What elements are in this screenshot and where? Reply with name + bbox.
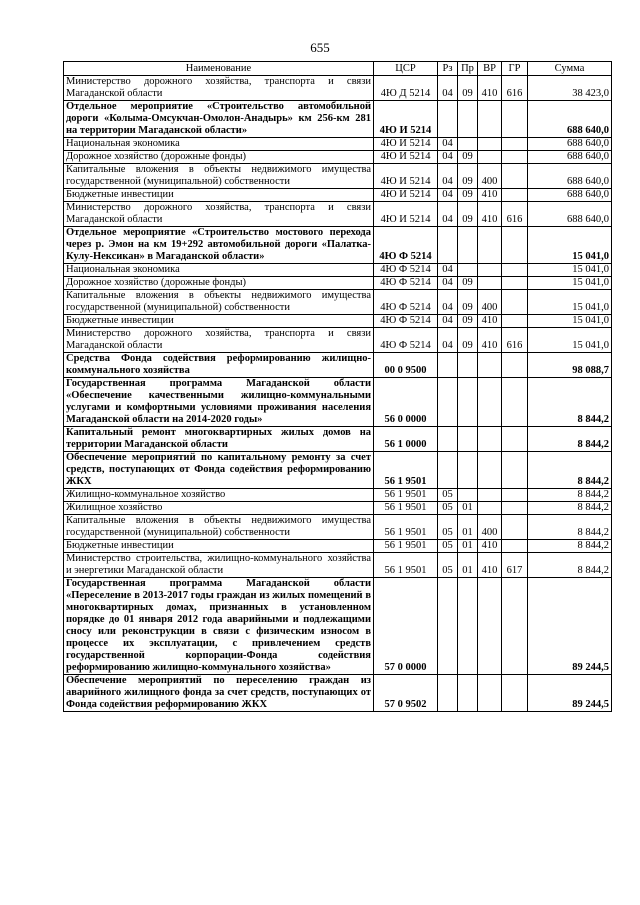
row-csr: 57 0 0000 bbox=[374, 578, 438, 675]
row-csr: 4Ю Д 5214 bbox=[374, 76, 438, 101]
row-pr: 01 bbox=[458, 515, 478, 540]
row-vr bbox=[478, 427, 502, 452]
table-row bbox=[64, 290, 612, 315]
table-row bbox=[64, 164, 612, 189]
row-sum: 8 844,2 bbox=[528, 515, 612, 540]
row-rz bbox=[438, 378, 458, 427]
row-name: Жилищно-коммунальное хозяйство bbox=[64, 489, 374, 502]
row-rz bbox=[438, 227, 458, 264]
row-name: Государственная программа Магаданской области «Переселение в 2013-2017 годы граждан из жилых помещений в многоквартирных домах, признанных в установленном порядке до 01 января 2012 года аварийными и подлежащими сносу или реконструкции в связи с физическим износом в процессе их эксплуатации, с привлечением средств государственной корпорации-Фонда содействия реформированию жилищно-коммунального хозяйства» bbox=[64, 578, 374, 675]
header-vr: ВР bbox=[478, 62, 502, 76]
row-pr bbox=[458, 452, 478, 489]
row-vr: 410 bbox=[478, 315, 502, 328]
row-rz: 04 bbox=[438, 290, 458, 315]
row-name: Обеспечение мероприятий по переселению граждан из аварийного жилищного фонда за счет средств, поступающих от Фонда содействия реформированию ЖКХ bbox=[64, 675, 374, 712]
row-gr: 616 bbox=[502, 328, 528, 353]
row-csr: 56 1 9501 bbox=[374, 515, 438, 540]
row-gr bbox=[502, 502, 528, 515]
row-csr: 56 1 9501 bbox=[374, 452, 438, 489]
row-rz: 05 bbox=[438, 502, 458, 515]
row-name: Государственная программа Магаданской области «Обеспечение качественными жилищно-коммунальными услугами и комфортными условиями проживания населения Магаданской области на 2014-2020 годы» bbox=[64, 378, 374, 427]
row-sum: 15 041,0 bbox=[528, 290, 612, 315]
row-csr: 57 0 9502 bbox=[374, 675, 438, 712]
row-gr bbox=[502, 264, 528, 277]
row-rz: 04 bbox=[438, 202, 458, 227]
header-csr: ЦСР bbox=[374, 62, 438, 76]
table-row bbox=[64, 578, 612, 675]
row-csr: 56 1 0000 bbox=[374, 427, 438, 452]
row-vr bbox=[478, 675, 502, 712]
header-pr: Пр bbox=[458, 62, 478, 76]
row-vr bbox=[478, 489, 502, 502]
row-csr: 56 1 9501 bbox=[374, 502, 438, 515]
table-row bbox=[64, 452, 612, 489]
row-vr bbox=[478, 452, 502, 489]
row-rz bbox=[438, 427, 458, 452]
row-gr bbox=[502, 277, 528, 290]
table-row bbox=[64, 540, 612, 553]
row-rz: 05 bbox=[438, 489, 458, 502]
row-gr bbox=[502, 138, 528, 151]
row-sum: 8 844,2 bbox=[528, 452, 612, 489]
row-rz: 04 bbox=[438, 138, 458, 151]
table-row bbox=[64, 151, 612, 164]
row-csr: 4Ю И 5214 bbox=[374, 101, 438, 138]
row-pr bbox=[458, 264, 478, 277]
row-csr: 56 1 9501 bbox=[374, 540, 438, 553]
row-pr: 09 bbox=[458, 328, 478, 353]
table-row bbox=[64, 489, 612, 502]
row-vr bbox=[478, 101, 502, 138]
row-name: Капитальные вложения в объекты недвижимого имущества государственной (муниципальной) собственности bbox=[64, 515, 374, 540]
row-sum: 98 088,7 bbox=[528, 353, 612, 378]
row-rz: 04 bbox=[438, 277, 458, 290]
row-rz: 04 bbox=[438, 151, 458, 164]
table-row bbox=[64, 277, 612, 290]
row-sum: 8 844,2 bbox=[528, 427, 612, 452]
row-csr: 4Ю Ф 5214 bbox=[374, 315, 438, 328]
row-name: Дорожное хозяйство (дорожные фонды) bbox=[64, 277, 374, 290]
header-name: Наименование bbox=[64, 62, 374, 76]
row-rz: 05 bbox=[438, 540, 458, 553]
row-csr: 4Ю Ф 5214 bbox=[374, 328, 438, 353]
row-csr: 4Ю Ф 5214 bbox=[374, 227, 438, 264]
row-sum: 15 041,0 bbox=[528, 264, 612, 277]
row-pr bbox=[458, 138, 478, 151]
row-name: Министерство дорожного хозяйства, транспорта и связи Магаданской области bbox=[64, 202, 374, 227]
row-pr: 09 bbox=[458, 151, 478, 164]
table-row bbox=[64, 138, 612, 151]
row-csr: 4Ю И 5214 bbox=[374, 189, 438, 202]
row-sum: 688 640,0 bbox=[528, 138, 612, 151]
row-gr bbox=[502, 452, 528, 489]
table-row bbox=[64, 264, 612, 277]
row-csr: 4Ю Ф 5214 bbox=[374, 277, 438, 290]
row-sum: 15 041,0 bbox=[528, 227, 612, 264]
row-vr bbox=[478, 264, 502, 277]
row-rz: 04 bbox=[438, 76, 458, 101]
row-pr bbox=[458, 675, 478, 712]
row-sum: 688 640,0 bbox=[528, 189, 612, 202]
row-csr: 4Ю И 5214 bbox=[374, 138, 438, 151]
row-name: Средства Фонда содействия реформированию жилищно-коммунального хозяйства bbox=[64, 353, 374, 378]
row-vr bbox=[478, 502, 502, 515]
row-sum: 15 041,0 bbox=[528, 315, 612, 328]
row-rz bbox=[438, 353, 458, 378]
row-gr bbox=[502, 315, 528, 328]
table-row bbox=[64, 675, 612, 712]
row-csr: 56 1 9501 bbox=[374, 553, 438, 578]
row-rz: 04 bbox=[438, 328, 458, 353]
row-csr: 00 0 9500 bbox=[374, 353, 438, 378]
row-rz: 05 bbox=[438, 553, 458, 578]
row-name: Национальная экономика bbox=[64, 264, 374, 277]
row-rz: 05 bbox=[438, 515, 458, 540]
table-row bbox=[64, 189, 612, 202]
row-pr: 01 bbox=[458, 502, 478, 515]
page-number: 655 bbox=[310, 40, 330, 55]
table-row bbox=[64, 502, 612, 515]
row-csr: 4Ю И 5214 bbox=[374, 151, 438, 164]
row-rz: 04 bbox=[438, 189, 458, 202]
row-sum: 89 244,5 bbox=[528, 675, 612, 712]
table-row bbox=[64, 427, 612, 452]
row-pr: 01 bbox=[458, 553, 478, 578]
row-rz bbox=[438, 101, 458, 138]
row-vr: 410 bbox=[478, 540, 502, 553]
row-vr bbox=[478, 277, 502, 290]
row-name: Капитальный ремонт многоквартирных жилых домов на территории Магаданской области bbox=[64, 427, 374, 452]
row-name: Министерство дорожного хозяйства, транспорта и связи Магаданской области bbox=[64, 328, 374, 353]
row-rz bbox=[438, 675, 458, 712]
row-sum: 15 041,0 bbox=[528, 328, 612, 353]
row-sum: 688 640,0 bbox=[528, 164, 612, 189]
row-gr bbox=[502, 675, 528, 712]
row-name: Бюджетные инвестиции bbox=[64, 315, 374, 328]
table-header-row bbox=[64, 62, 612, 76]
row-pr bbox=[458, 489, 478, 502]
row-pr: 09 bbox=[458, 164, 478, 189]
row-gr bbox=[502, 101, 528, 138]
row-rz: 04 bbox=[438, 264, 458, 277]
table-row bbox=[64, 315, 612, 328]
row-name: Министерство дорожного хозяйства, транспорта и связи Магаданской области bbox=[64, 76, 374, 101]
header-gr: ГР bbox=[502, 62, 528, 76]
row-csr: 4Ю И 5214 bbox=[374, 164, 438, 189]
row-vr: 400 bbox=[478, 164, 502, 189]
row-vr: 410 bbox=[478, 202, 502, 227]
table-row bbox=[64, 553, 612, 578]
row-sum: 8 844,2 bbox=[528, 378, 612, 427]
table-row bbox=[64, 227, 612, 264]
row-gr bbox=[502, 151, 528, 164]
row-vr bbox=[478, 138, 502, 151]
row-csr: 4Ю Ф 5214 bbox=[374, 290, 438, 315]
row-gr: 616 bbox=[502, 76, 528, 101]
row-pr: 09 bbox=[458, 76, 478, 101]
row-sum: 89 244,5 bbox=[528, 578, 612, 675]
row-sum: 8 844,2 bbox=[528, 489, 612, 502]
row-name: Отдельное мероприятие «Строительство автомобильной дороги «Колыма-Омсукчан-Омолон-Анадырь» км 256-км 281 на территории Магаданской области» bbox=[64, 101, 374, 138]
row-name: Дорожное хозяйство (дорожные фонды) bbox=[64, 151, 374, 164]
row-gr: 616 bbox=[502, 202, 528, 227]
row-pr bbox=[458, 227, 478, 264]
row-pr: 09 bbox=[458, 315, 478, 328]
row-name: Бюджетные инвестиции bbox=[64, 540, 374, 553]
row-pr: 09 bbox=[458, 277, 478, 290]
row-name: Обеспечение мероприятий по капитальному ремонту за счет средств, поступающих от Фонда содействия реформированию ЖКХ bbox=[64, 452, 374, 489]
row-name: Национальная экономика bbox=[64, 138, 374, 151]
row-gr bbox=[502, 427, 528, 452]
row-gr bbox=[502, 189, 528, 202]
row-gr bbox=[502, 515, 528, 540]
row-gr bbox=[502, 489, 528, 502]
row-sum: 688 640,0 bbox=[528, 202, 612, 227]
row-vr: 410 bbox=[478, 328, 502, 353]
row-pr: 09 bbox=[458, 202, 478, 227]
row-sum: 8 844,2 bbox=[528, 540, 612, 553]
row-vr: 410 bbox=[478, 553, 502, 578]
row-sum: 8 844,2 bbox=[528, 502, 612, 515]
table-row bbox=[64, 76, 612, 101]
row-csr: 4Ю И 5214 bbox=[374, 202, 438, 227]
row-rz: 04 bbox=[438, 164, 458, 189]
row-vr: 410 bbox=[478, 76, 502, 101]
row-gr: 617 bbox=[502, 553, 528, 578]
row-vr: 410 bbox=[478, 189, 502, 202]
row-csr: 4Ю Ф 5214 bbox=[374, 264, 438, 277]
row-name: Капитальные вложения в объекты недвижимого имущества государственной (муниципальной) собственности bbox=[64, 290, 374, 315]
table-row bbox=[64, 101, 612, 138]
row-gr bbox=[502, 378, 528, 427]
row-name: Капитальные вложения в объекты недвижимого имущества государственной (муниципальной) собственности bbox=[64, 164, 374, 189]
row-name: Министерство строительства, жилищно-коммунального хозяйства и энергетики Магаданской области bbox=[64, 553, 374, 578]
row-pr: 09 bbox=[458, 189, 478, 202]
row-gr bbox=[502, 578, 528, 675]
row-vr bbox=[478, 151, 502, 164]
header-sum: Сумма bbox=[528, 62, 612, 76]
row-gr bbox=[502, 540, 528, 553]
row-pr: 09 bbox=[458, 290, 478, 315]
row-vr bbox=[478, 578, 502, 675]
row-gr bbox=[502, 290, 528, 315]
table-row bbox=[64, 202, 612, 227]
row-vr bbox=[478, 378, 502, 427]
row-pr bbox=[458, 427, 478, 452]
row-rz bbox=[438, 452, 458, 489]
row-rz bbox=[438, 578, 458, 675]
row-sum: 8 844,2 bbox=[528, 553, 612, 578]
header-rz: Рз bbox=[438, 62, 458, 76]
row-rz: 04 bbox=[438, 315, 458, 328]
row-name: Жилищное хозяйство bbox=[64, 502, 374, 515]
row-vr: 400 bbox=[478, 515, 502, 540]
table-row bbox=[64, 353, 612, 378]
row-sum: 688 640,0 bbox=[528, 151, 612, 164]
budget-table bbox=[63, 61, 612, 712]
row-sum: 688 640,0 bbox=[528, 101, 612, 138]
row-csr: 56 1 9501 bbox=[374, 489, 438, 502]
row-name: Бюджетные инвестиции bbox=[64, 189, 374, 202]
row-pr: 01 bbox=[458, 540, 478, 553]
table-row bbox=[64, 515, 612, 540]
row-gr bbox=[502, 164, 528, 189]
row-vr bbox=[478, 353, 502, 378]
row-vr bbox=[478, 227, 502, 264]
row-pr bbox=[458, 353, 478, 378]
row-gr bbox=[502, 227, 528, 264]
row-sum: 15 041,0 bbox=[528, 277, 612, 290]
row-gr bbox=[502, 353, 528, 378]
table-row bbox=[64, 328, 612, 353]
row-name: Отдельное мероприятие «Строительство мостового перехода через р. Эмон на км 19+292 автомобильной дороги «Палатка-Кулу-Нексикан» в Магаданской области» bbox=[64, 227, 374, 264]
row-sum: 38 423,0 bbox=[528, 76, 612, 101]
row-pr bbox=[458, 378, 478, 427]
row-csr: 56 0 0000 bbox=[374, 378, 438, 427]
row-vr: 400 bbox=[478, 290, 502, 315]
row-pr bbox=[458, 578, 478, 675]
row-pr bbox=[458, 101, 478, 138]
table-row bbox=[64, 378, 612, 427]
